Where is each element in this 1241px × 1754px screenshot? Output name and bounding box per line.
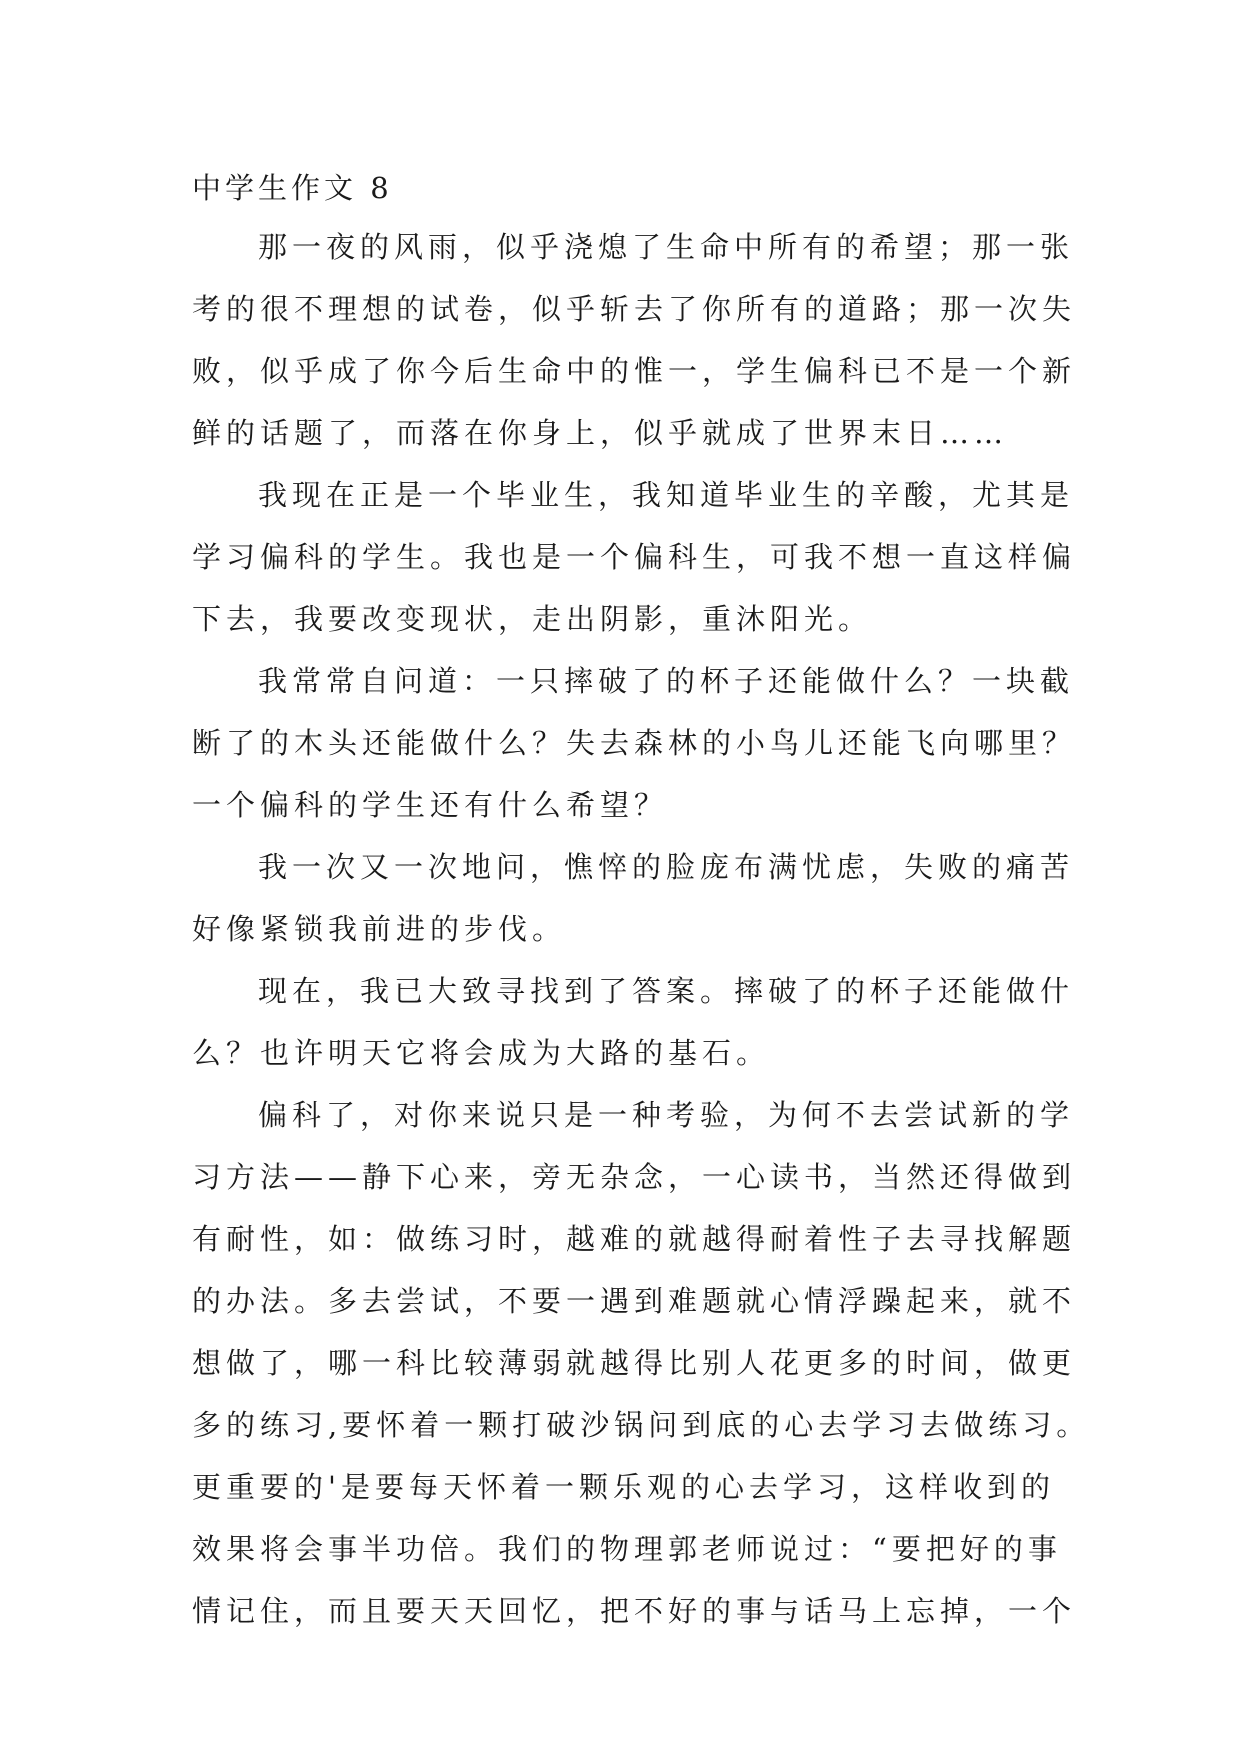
text-line: 学习偏科的学生。我也是一个偏科生，可我不想一直这样偏 <box>192 540 1077 574</box>
text-line: 我一次又一次地问，憔悴的脸庞布满忧虑，失败的痛苦 <box>258 850 1075 884</box>
paragraph <box>192 836 1075 960</box>
paragraph <box>192 1084 1091 1642</box>
text-line: 一个偏科的学生还有什么希望？ <box>192 788 669 822</box>
document-title: 中学生作文 8 <box>192 171 393 205</box>
text-line: 我常常自问道：一只摔破了的杯子还能做什么？一块截 <box>258 664 1075 698</box>
text-line: 的办法。多去尝试，不要一遇到难题就心情浮躁起来，就不 <box>192 1284 1077 1318</box>
text-line: 败，似乎成了你今后生命中的惟一，学生偏科已不是一个新 <box>192 354 1077 388</box>
text-line: 想做了，哪一科比较薄弱就越得比别人花更多的时间，做更 <box>192 1346 1077 1380</box>
text-line: 断了的木头还能做什么？失去森林的小鸟儿还能飞向哪里？ <box>192 726 1077 760</box>
text-line: 那一夜的风雨，似乎浇熄了生命中所有的希望；那一张 <box>258 230 1075 264</box>
text-line: 有耐性，如：做练习时，越难的就越得耐着性子去寻找解题 <box>192 1222 1077 1256</box>
text-line: 好像紧锁我前进的步伐。 <box>192 912 567 946</box>
paragraph <box>192 216 1077 464</box>
text-line: 我现在正是一个毕业生，我知道毕业生的辛酸，尤其是 <box>258 478 1075 512</box>
text-line: 情记住，而且要天天回忆，把不好的事与话马上忘掉，一个 <box>192 1594 1077 1628</box>
text-line: 考的很不理想的试卷，似乎斩去了你所有的道路；那一次失 <box>192 292 1077 326</box>
paragraph <box>192 464 1077 650</box>
paragraph <box>192 650 1077 836</box>
text-line: 偏科了，对你来说只是一种考验，为何不去尝试新的学 <box>258 1098 1075 1132</box>
text-line: 现在，我已大致寻找到了答案。摔破了的杯子还能做什 <box>258 974 1075 1008</box>
text-line: 鲜的话题了，而落在你身上，似乎就成了世界末日…… <box>192 416 1009 450</box>
document-body <box>192 216 1091 1642</box>
text-line: 效果将会事半功倍。我们的物理郭老师说过：“要把好的事 <box>192 1532 1062 1566</box>
text-line: 下去，我要改变现状，走出阴影，重沐阳光。 <box>192 602 873 636</box>
text-line: 多的练习,要怀着一颗打破沙锅问到底的心去学习去做练习。 <box>192 1408 1091 1442</box>
document-page <box>192 160 1091 1642</box>
text-line: 更重要的'是要每天怀着一颗乐观的心去学习，这样收到的 <box>192 1470 1055 1504</box>
paragraph <box>192 960 1075 1084</box>
text-line: 习方法——静下心来，旁无杂念，一心读书，当然还得做到 <box>192 1160 1077 1194</box>
text-line: 么？也许明天它将会成为大路的基石。 <box>192 1036 771 1070</box>
